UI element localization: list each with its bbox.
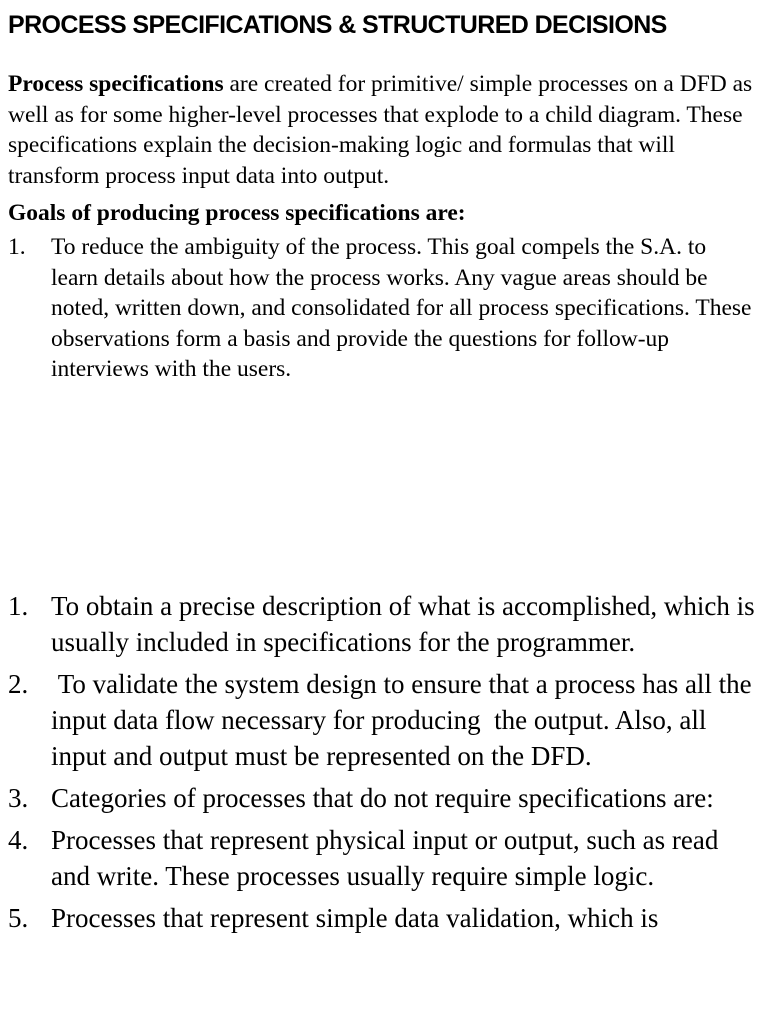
goals-list-second <box>8 588 760 942</box>
page-title: PROCESS SPECIFICATIONS & STRUCTURED DECISIONS <box>8 11 667 39</box>
list-item-text: Categories of processes that do not require specifications are: <box>51 783 714 813</box>
list-item <box>8 900 760 936</box>
list-item <box>8 232 756 385</box>
list-item-number: 1. <box>8 234 26 260</box>
intro-bold-lead: Process specifications <box>8 71 224 97</box>
list-item-number: 4. <box>8 825 29 855</box>
list-item <box>8 780 760 816</box>
list-item-number: 3. <box>8 783 29 813</box>
list-item-text: To reduce the ambiguity of the process. This goal compels the S.A. to learn details about how the process works. Any vague areas should be noted, written down, and consolidated for all process specifications. These observations form a basis and provide the questions for follow-up interviews with the users. <box>51 234 752 382</box>
list-item-text: Processes that represent simple data validation, which is <box>51 903 659 933</box>
goals-list-first <box>8 232 756 385</box>
list-item <box>8 588 760 660</box>
intro-paragraph <box>8 69 756 191</box>
list-item-number: 2. <box>8 669 29 699</box>
list-item <box>8 822 760 894</box>
list-item-number: 5. <box>8 903 29 933</box>
list-item-number: 1. <box>8 591 29 621</box>
goals-heading: Goals of producing process specifications are: <box>8 200 466 226</box>
list-item-text: To obtain a precise description of what is accomplished, which is usually included in specifications for the programmer. <box>51 591 755 657</box>
intro-text: are created for primitive/ simple processes on a DFD as well as for some higher-level processes that explode to a child diagram. These specifications explain the decision-making logic and formulas that will transform process input data into output. <box>8 71 753 189</box>
list-item <box>8 666 760 774</box>
list-item-text: Processes that represent physical input or output, such as read and write. These processes usually require simple logic. <box>51 825 719 891</box>
list-item-text: To validate the system design to ensure that a process has all the input data flow necessary for producing the output. Also, all input and output must be represented on the DFD. <box>51 669 759 771</box>
